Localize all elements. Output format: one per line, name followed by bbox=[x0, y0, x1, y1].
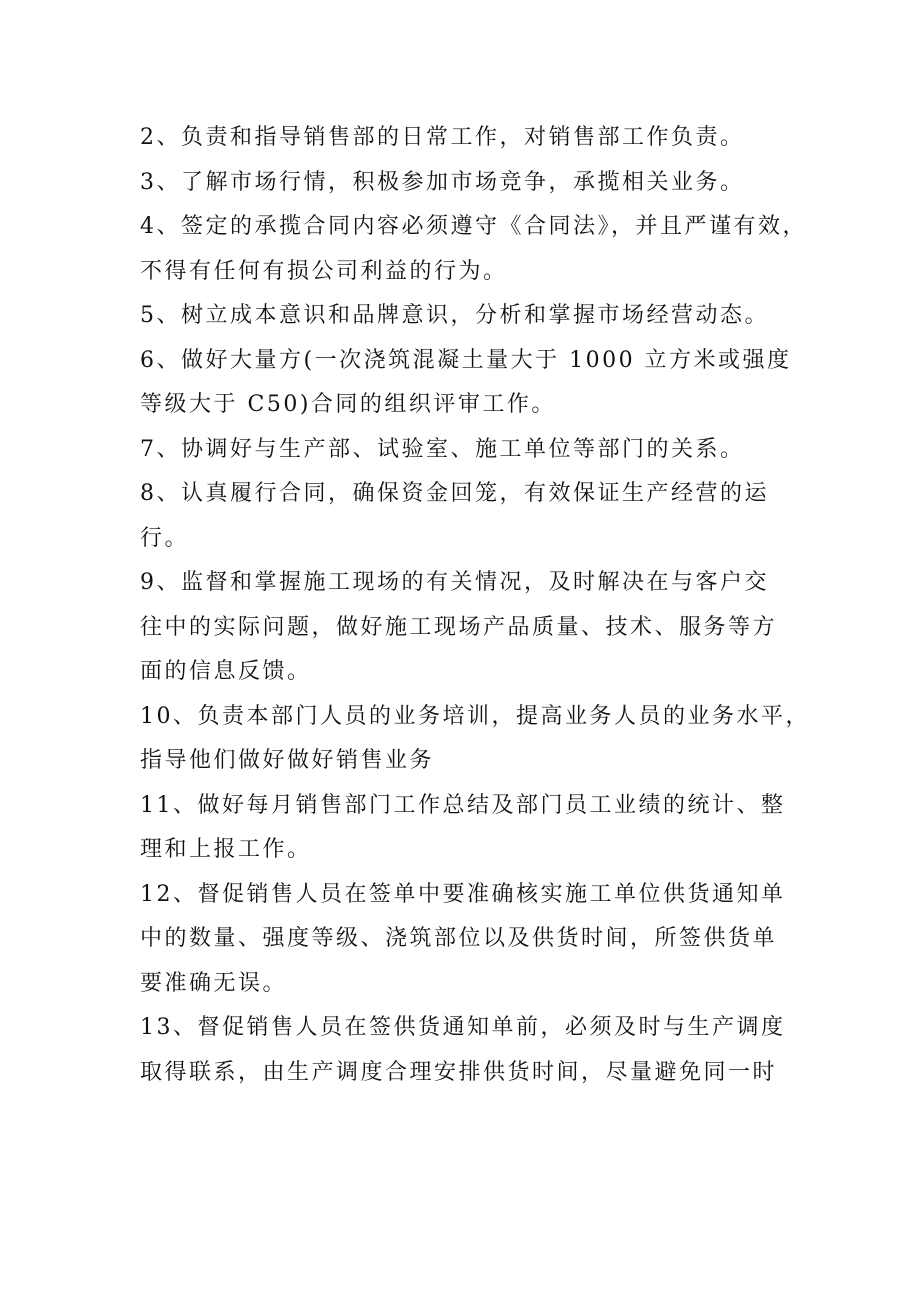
duty-6-continuation: 等级大于 C50)合同的组织评审工作。 bbox=[140, 392, 556, 417]
duty-5-line: 5、树立成本意识和品牌意识，分析和掌握市场经营动态。 bbox=[140, 303, 769, 328]
duty-13-line: 13、督促销售人员在签供货通知单前，必须及时与生产调度 bbox=[140, 1015, 786, 1040]
duty-7-line: 7、协调好与生产部、试验室、施工单位等部门的关系。 bbox=[140, 436, 745, 462]
duty-6-line: 6、做好大量方(一次浇筑混凝土量大于 1000 立方米或强度 bbox=[140, 347, 792, 373]
duty-9-line: 9、监督和掌握施工现场的有关情况，及时解决在与客户交 bbox=[140, 570, 769, 595]
duty-12-line: 12、督促销售人员在签单中要准确核实施工单位供货通知单 bbox=[140, 881, 786, 907]
duty-11-continuation: 理和上报工作。 bbox=[140, 837, 312, 862]
duty-11-line: 11、做好每月销售部门工作总结及部门员工业绩的统计、整 bbox=[140, 792, 786, 818]
duty-2-line: 2、负责和指导销售部的日常工作，对销售部工作负责。 bbox=[140, 125, 745, 150]
duty-4-continuation: 不得有任何有损公司利益的行为。 bbox=[140, 258, 508, 284]
duty-10-continuation: 指导他们做好做好销售业务 bbox=[140, 748, 435, 773]
duty-4-line: 4、签定的承揽合同内容必须遵守《合同法》，并且严谨有效， bbox=[140, 214, 807, 239]
duty-8-line: 8、认真履行合同，确保资金回笼，有效保证生产经营的运 bbox=[140, 481, 769, 506]
duty-10-line: 10、负责本部门人员的业务培训，提高业务人员的业务水平， bbox=[140, 703, 810, 729]
duty-12-continuation: 中的数量、强度等级、浇筑部位以及供货时间，所签供货单 bbox=[140, 926, 778, 951]
duty-9-continuation-2: 面的信息反馈。 bbox=[140, 659, 312, 684]
duty-13-continuation: 取得联系，由生产调度合理安排供货时间，尽量避免同一时 bbox=[140, 1059, 778, 1085]
duty-9-continuation: 往中的实际问题，做好施工现场产品质量、技术、服务等方 bbox=[140, 614, 778, 640]
duty-3-line: 3、了解市场行情，积极参加市场竞争，承揽相关业务。 bbox=[140, 169, 745, 195]
document-body bbox=[140, 116, 810, 1095]
duty-12-continuation-2: 要准确无误。 bbox=[140, 970, 288, 996]
duty-8-continuation: 行。 bbox=[140, 525, 190, 551]
